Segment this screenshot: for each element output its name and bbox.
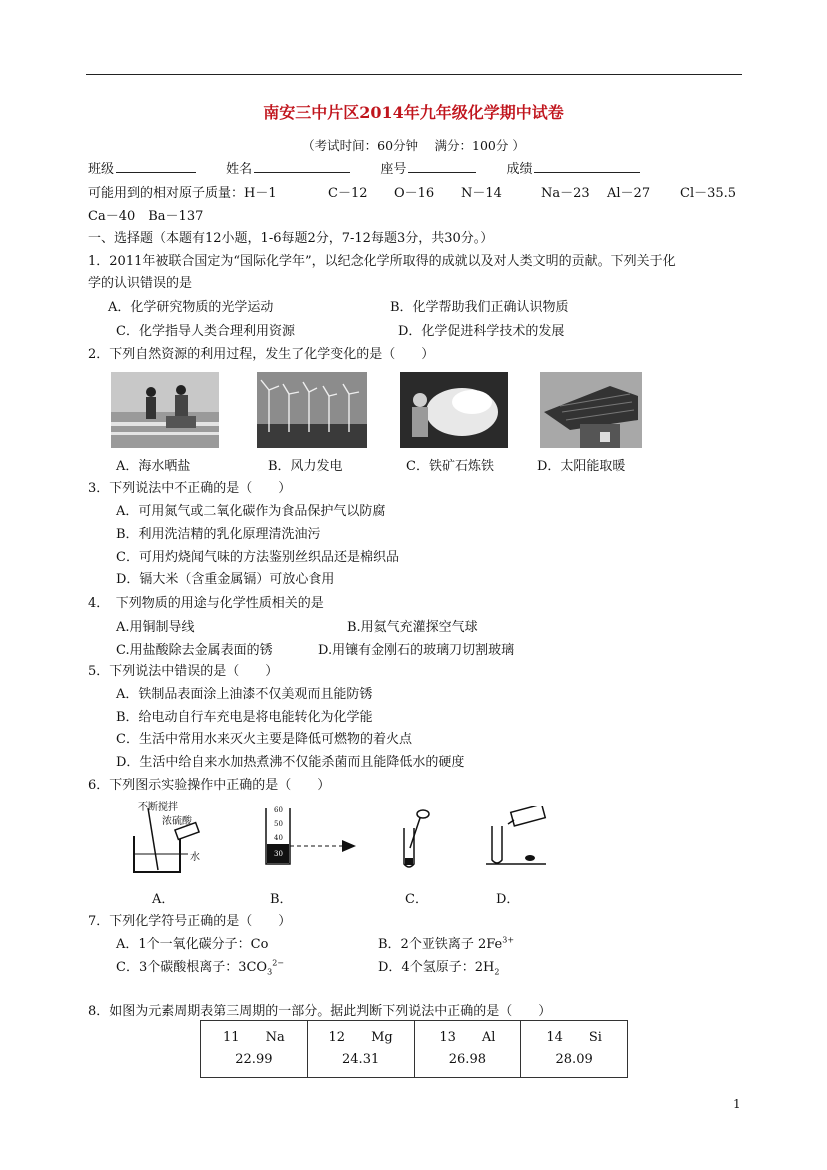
score-field[interactable] <box>534 160 640 173</box>
seat-field[interactable] <box>408 160 476 173</box>
dilution-figure <box>124 798 216 876</box>
atomic-number: 11 <box>223 1030 240 1045</box>
q4-option-d[interactable]: D.用镶有金刚石的玻璃刀切割玻璃 <box>318 643 515 658</box>
periodic-table-fragment <box>200 1020 628 1078</box>
exam-title: 南安三中片区2014年九年级化学期中试卷 <box>263 103 564 122</box>
atomic-mass-line2: Ca－40 Ba－137 <box>88 209 204 224</box>
q7-option-c-text: C．3个碳酸根离子：3CO <box>116 960 268 975</box>
atomic-mass-cl: Cl－35.5 <box>680 186 737 201</box>
q7-option-c-subscript: 3 <box>267 967 273 977</box>
q6-option-b[interactable]: B． <box>270 892 293 907</box>
q2-option-d[interactable]: D．太阳能取暖 <box>537 459 626 474</box>
atomic-number: 14 <box>546 1030 563 1045</box>
q6-option-a[interactable]: A． <box>152 892 175 907</box>
q7-option-d-text: D．4个氢原子：2H <box>378 960 495 975</box>
q1-option-b[interactable]: B．化学帮助我们正确认识物质 <box>390 300 569 315</box>
q7-option-d-subscript: 2 <box>494 967 500 977</box>
name-label: 姓名 <box>226 162 253 177</box>
header-rule <box>86 74 742 75</box>
q5-option-c[interactable]: C．生活中常用水来灭火主要是降低可燃物的着火点 <box>116 732 412 747</box>
q7-option-b-charge: 3+ <box>502 935 515 945</box>
atomic-mass-al: Al－27 <box>607 186 651 201</box>
element-cell-si <box>521 1021 628 1078</box>
exam-info: （考试时间：60分钟 满分：100分 ） <box>302 138 525 153</box>
q6-fig-stir-text: 不断搅拌 <box>138 802 178 813</box>
atomic-number: 13 <box>439 1030 456 1045</box>
element-symbol: Al <box>481 1030 496 1045</box>
tick-label: 50 <box>274 820 283 828</box>
q3-option-c[interactable]: C．可用灼烧闻气味的方法鉴别丝织品还是棉织品 <box>116 550 399 565</box>
q5-stem: 5．下列说法中错误的是（ ） <box>88 664 279 679</box>
atomic-mass-o: O－16 <box>394 186 435 201</box>
solar-heating-photo <box>540 372 642 448</box>
seat-label: 座号 <box>380 162 407 177</box>
element-symbol: Mg <box>371 1030 393 1045</box>
dropper-figure <box>398 808 438 870</box>
element-symbol: Na <box>265 1030 285 1045</box>
q8-stem: 8．如图为元素周期表第三周期的一部分。据此判断下列说法中正确的是（ ） <box>88 1004 552 1019</box>
student-fields <box>88 158 644 177</box>
iron-smelting-photo <box>400 372 508 448</box>
q6-fig-acid-text: 浓硫酸 <box>162 816 192 827</box>
atomic-mass: 24.31 <box>342 1052 380 1067</box>
element-symbol: Si <box>588 1030 602 1045</box>
q2-option-a[interactable]: A．海水晒盐 <box>116 459 191 474</box>
q7-option-c-charge: 2− <box>272 958 284 968</box>
q1-stem-line1: 1．2011年被联合国定为“国际化学年”，以纪念化学所取得的成就以及对人类文明的贡献。下列关于化 <box>88 254 676 269</box>
q6-option-c[interactable]: C． <box>405 892 428 907</box>
atomic-mass-c: C－12 <box>328 186 368 201</box>
class-field[interactable] <box>116 160 196 173</box>
q7-stem: 7．下列化学符号正确的是（ ） <box>88 914 292 929</box>
q2-stem: 2．下列自然资源的利用过程，发生了化学变化的是（ ） <box>88 347 435 362</box>
q2-option-b[interactable]: B．风力发电 <box>268 459 343 474</box>
atomic-mass-intro: 可能用到的相对原子质量：H－1 <box>88 186 277 201</box>
atomic-mass-n: N－14 <box>461 186 502 201</box>
q3-stem: 3．下列说法中不正确的是（ ） <box>88 481 292 496</box>
class-label: 班级 <box>88 162 115 177</box>
page-number: 1 <box>733 1097 741 1111</box>
q7-option-b-text: B．2个亚铁离子 2Fe <box>378 937 503 952</box>
q4-option-b[interactable]: B.用氦气充灌探空气球 <box>347 620 478 635</box>
q3-option-a[interactable]: A．可用氮气或二氧化碳作为食品保护气以防腐 <box>116 504 386 519</box>
name-field[interactable] <box>254 160 350 173</box>
q7-option-a[interactable]: A．1个一氧化碳分子：Co <box>116 937 269 952</box>
q2-option-c[interactable]: C．铁矿石炼铁 <box>406 459 494 474</box>
q1-stem-line2: 学的认识错误的是 <box>88 276 193 291</box>
sea-salt-photo <box>111 372 219 448</box>
pouring-figure <box>486 806 552 868</box>
atomic-mass: 22.99 <box>235 1052 273 1067</box>
score-label: 成绩 <box>506 162 533 177</box>
wind-turbine-photo <box>257 372 367 448</box>
q1-option-c[interactable]: C．化学指导人类合理利用资源 <box>116 324 295 339</box>
atomic-mass: 28.09 <box>555 1052 593 1067</box>
q5-option-d[interactable]: D．生活中给自来水加热煮沸不仅能杀菌而且能降低水的硬度 <box>116 755 465 770</box>
q6-fig-water-text: 水 <box>190 852 200 863</box>
q7-option-b[interactable] <box>378 933 514 952</box>
atomic-mass: 26.98 <box>448 1052 486 1067</box>
q6-option-d[interactable]: D． <box>496 892 520 907</box>
q7-option-c[interactable] <box>116 956 284 977</box>
q1-option-d[interactable]: D．化学促进科学技术的发展 <box>398 324 565 339</box>
q4-stem: 4． 下列物质的用途与化学性质相关的是 <box>88 596 324 611</box>
element-cell-na <box>201 1021 308 1078</box>
tick-label: 60 <box>274 806 283 814</box>
element-cell-al <box>414 1021 521 1078</box>
q7-option-d[interactable] <box>378 956 499 977</box>
q4-option-c[interactable]: C.用盐酸除去金属表面的锈 <box>116 643 273 658</box>
q5-option-a[interactable]: A．铁制品表面涂上油漆不仅美观而且能防锈 <box>116 687 373 702</box>
q6-stem: 6．下列图示实验操作中正确的是（ ） <box>88 778 331 793</box>
q5-option-b[interactable]: B．给电动自行车充电是将电能转化为化学能 <box>116 710 373 725</box>
section1-heading: 一、选择题（本题有12小题，1-6每题2分，7-12每题3分，共30分。） <box>88 231 494 246</box>
atomic-number: 12 <box>328 1030 346 1045</box>
q1-option-a[interactable]: A．化学研究物质的光学运动 <box>108 300 274 315</box>
atomic-mass-na: Na－23 <box>541 186 590 201</box>
tick-label: 40 <box>274 834 283 842</box>
q3-option-b[interactable]: B．利用洗洁精的乳化原理清洗油污 <box>116 527 321 542</box>
tick-label: 30 <box>274 850 283 858</box>
q4-option-a[interactable]: A.用铜制导线 <box>116 620 195 635</box>
q3-option-d[interactable]: D．镉大米（含重金属镉）可放心食用 <box>116 572 335 587</box>
cylinder-figure <box>262 806 358 866</box>
element-cell-mg <box>307 1021 414 1078</box>
